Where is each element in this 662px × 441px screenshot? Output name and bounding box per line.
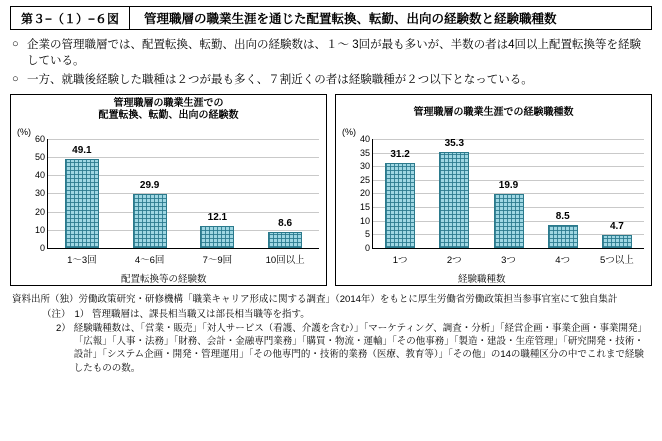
bar [200,226,234,248]
y-axis-tick: 40 [34,170,45,181]
y-axis-tick: 50 [34,152,45,163]
note-item-2-num: 2） [56,323,71,335]
chart-title-line2: 配置転換、転勤、出向の経験数 [98,110,239,122]
figure-title-bar [10,6,652,30]
bullet-text: 一方、就職後経験した職種は２つが最も多く、７割近くの者は経験職種が２つ以下となっている。 [27,73,533,86]
note-item-2-row [12,322,650,374]
y-axis-tick: 30 [34,188,45,199]
x-axis-tick: 5つ以上 [599,254,634,266]
y-axis-tick: 60 [34,133,45,144]
summary-bullets [10,37,652,88]
note-item-2-text: 経験職種数は、「営業・販売」「対人サービス（看護、介護を含む）」「マーケティング、調査・分析」「経営企画・事業企画・事業開発」「広報」「人事・法務」「財務、会計・金融専門業務」「購買・物流・運輸」「その他事務」「製造・建設・生産管理」「研究開発・技術・設計」「システム企画・開発・管理運用」「その他専門的・技術的業務（医療、教育等）」「その他」の14の職種区分の中でこれまで経験したものの数。 [73,323,648,374]
page-title: 管理職層の職業生涯を通じた配置転換、転勤、出向の経験数と経験職種数 [144,12,557,26]
bar [268,232,302,248]
note-label: （注） [42,309,71,321]
bar [133,194,167,248]
bullet-item [12,37,650,70]
y-axis-tick: 20 [359,188,370,199]
x-axis-title-right: 経験職種数 [458,273,506,285]
x-axis-tick: 2つ [446,254,462,266]
y-axis-tick: 35 [359,147,370,158]
notes-block [10,293,652,375]
chart-title-occupations [336,107,651,120]
bar-value-label: 31.2 [390,148,410,160]
chart-panel-occupations [335,94,652,286]
x-axis-tick: 7～9回 [202,254,233,266]
y-axis-unit-left: (%) [17,126,31,137]
bar [602,235,632,248]
x-axis-tick: 4～6回 [134,254,165,266]
y-axis-tick: 25 [359,174,370,185]
y-axis-tick: 10 [359,215,370,226]
note-item-1 [71,308,650,321]
bullet-marker-icon: ○ [12,72,19,85]
source-row [12,293,650,306]
x-axis-title-left: 配置転換等の経験数 [121,273,207,285]
figure-number: 第３−（１）−６図 [11,7,130,29]
chart-title-line1: 管理職層の職業生涯での [113,97,224,109]
bar-value-label: 49.1 [72,144,92,156]
plot-area-occupations [359,133,644,266]
bullet-item [12,72,650,88]
bar-value-label: 4.7 [609,221,624,233]
grid-line [373,139,644,140]
source-text: （独）労働政策研究・研修機構「職業キャリア形成に関する調査」（2014年）をもとに厚生労働省労働政策担当参事官室にて独自集計 [50,293,618,305]
x-axis-tick: 1～3回 [67,254,97,266]
y-axis-tick: 15 [359,202,370,213]
grid-line [373,153,644,154]
charts-row [10,94,652,286]
bar [548,225,578,248]
bar-value-label: 8.6 [278,218,293,230]
bar-value-label: 8.5 [555,210,570,222]
x-axis-tick: 3つ [501,254,516,266]
bar-value-label: 35.3 [444,137,465,149]
y-axis-tick: 10 [34,224,45,235]
y-axis-unit-right: (%) [342,126,356,137]
y-axis-tick: 40 [359,133,370,144]
bullet-text: 企業の管理職層では、配置転換、転勤、出向の経験数は、１～ 3回が最も多いが、半数の者は4回以上配置転換等を経験している。 [27,39,641,68]
plot-area-transfers [34,133,319,266]
bar-value-label: 12.1 [207,212,228,223]
note-item-1-text: 管理職層は、課長相当職又は部長相当職等を指す。 [91,309,310,321]
bar [385,163,415,248]
chart-title-line1: 管理職層の職業生涯での経験職種数 [413,106,574,118]
grid-line [48,139,319,140]
bar-value-label: 29.9 [139,179,160,191]
bar-value-label: 19.9 [498,179,519,191]
y-axis-tick: 0 [39,242,45,253]
bar [494,194,524,248]
bar [439,152,469,248]
y-axis-tick: 0 [364,242,370,253]
x-axis-tick: 10回以上 [265,254,305,266]
y-axis-tick: 5 [364,229,370,240]
note-label-row [12,308,650,321]
source-label: 資料出所 [12,293,51,305]
x-axis-tick: 1つ [392,254,408,266]
y-axis-tick: 20 [34,206,45,217]
bar [65,159,99,248]
y-axis-tick: 30 [359,161,370,172]
note-item-1-num: 1） [74,309,90,321]
x-axis-tick: 4つ [555,254,571,266]
bullet-marker-icon: ○ [12,38,19,50]
chart-title-transfers [11,98,326,123]
chart-panel-transfers [10,94,327,286]
